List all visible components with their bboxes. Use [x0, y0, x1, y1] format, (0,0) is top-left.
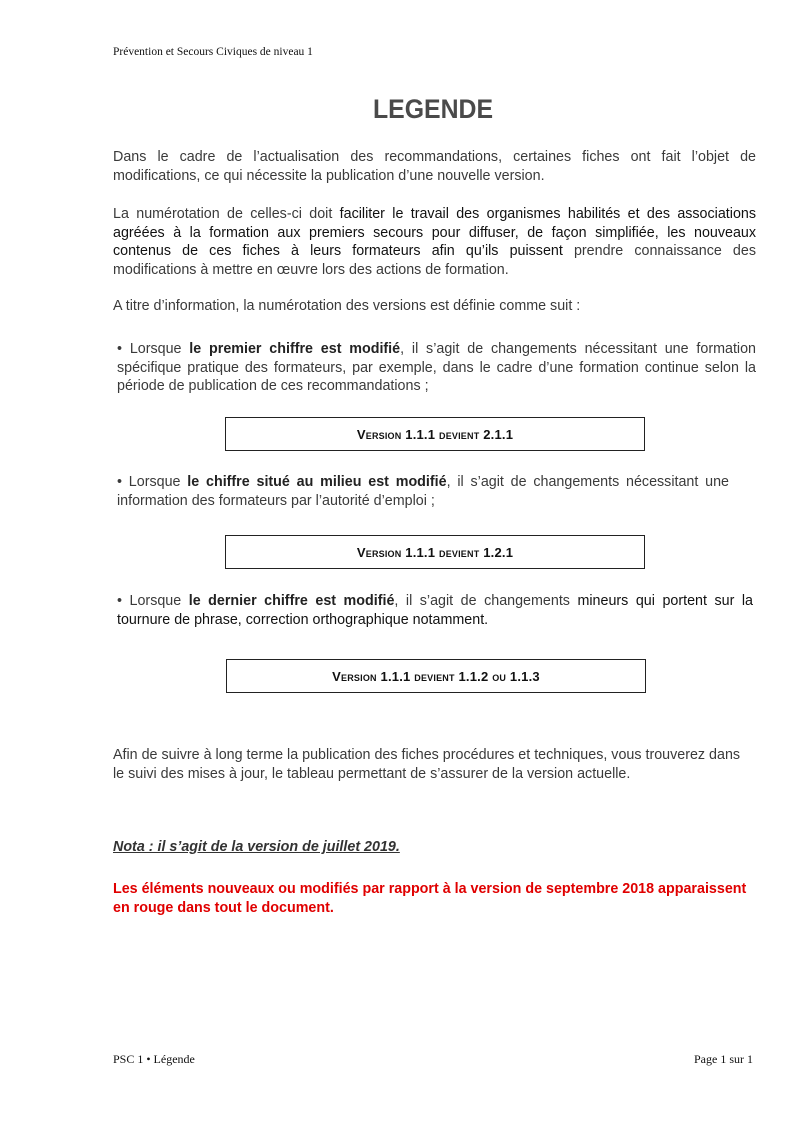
footer-page-number: Page 1 sur 1 — [694, 1052, 753, 1066]
numbering-text-part3: prendre connaissance des modifications à mettre en œuvre lors des actions de formation. — [113, 243, 756, 278]
version-box-minor: Version 1.1.1 devient 1.2.1 — [225, 535, 645, 569]
numbering-text-part2: faciliter le travail des organismes habilités et des associations agréées à la formation aux premiers secours pour diffuser, de façon simplifiée, les nouveaux contenus de ces fiches à leurs formateurs afin qu’ils puissent — [113, 206, 756, 259]
bullet-rest-dark: mineurs qui portent sur la tournure de phrase, correction orthographique notamment. — [117, 593, 753, 628]
bullet-bold: le premier chiffre est modifié — [189, 341, 401, 357]
footer-left: PSC 1 • Légende — [113, 1052, 195, 1066]
version-box-major: Version 1.1.1 devient 2.1.1 — [225, 417, 645, 451]
page-title: LEGENDE — [372, 94, 494, 124]
bullet-prefix: • Lorsque — [117, 474, 188, 490]
nota-line: Nota : il s’agit de la version de juillet 2019. — [113, 839, 400, 855]
bullet-rest-grey: , il s’agit de changements — [394, 593, 578, 609]
bullet-rest: , il s’agit de changements nécessitant une formation spécifique pratique des formateurs, par exemple, dans le cadre d’une formation continue selon la période de publication de ces recommandations ; — [117, 341, 756, 394]
numbering-text-part1: La numérotation de celles-ci doit — [113, 206, 340, 222]
followup-paragraph: Afin de suivre à long terme la publication des fiches procédures et techniques, vous trouverez dans le suivi des mises à jour, le tableau permettant de s’assurer de la version actuelle. — [113, 747, 741, 782]
bullet-first-digit — [117, 340, 756, 396]
page-header: Prévention et Secours Civiques de niveau 1 — [113, 46, 313, 58]
bullet-rest: , il s’agit de changements nécessitant une information des formateurs par l’autorité d’emploi ; — [117, 474, 729, 509]
intro-paragraph: Dans le cadre de l’actualisation des recommandations, certaines fiches ont fait l’objet de modifications, ce qui nécessite la publication d’une nouvelle version. — [113, 149, 756, 184]
bullet-prefix: • Lorsque — [117, 341, 190, 357]
bullet-bold: le chiffre situé au milieu est modifié — [187, 474, 447, 490]
bullet-prefix: • Lorsque — [117, 593, 189, 609]
bullet-bold: le dernier chiffre est modifié — [188, 593, 395, 609]
info-paragraph: A titre d’information, la numérotation des versions est définie comme suit : — [113, 298, 581, 314]
red-notice: Les éléments nouveaux ou modifiés par rapport à la version de septembre 2018 apparaissent en rouge dans tout le document. — [113, 881, 747, 916]
bullet-last-digit — [117, 592, 753, 629]
numbering-paragraph — [113, 205, 756, 279]
version-box-patch: Version 1.1.1 devient 1.1.2 ou 1.1.3 — [226, 659, 646, 693]
bullet-middle-digit — [117, 473, 729, 510]
